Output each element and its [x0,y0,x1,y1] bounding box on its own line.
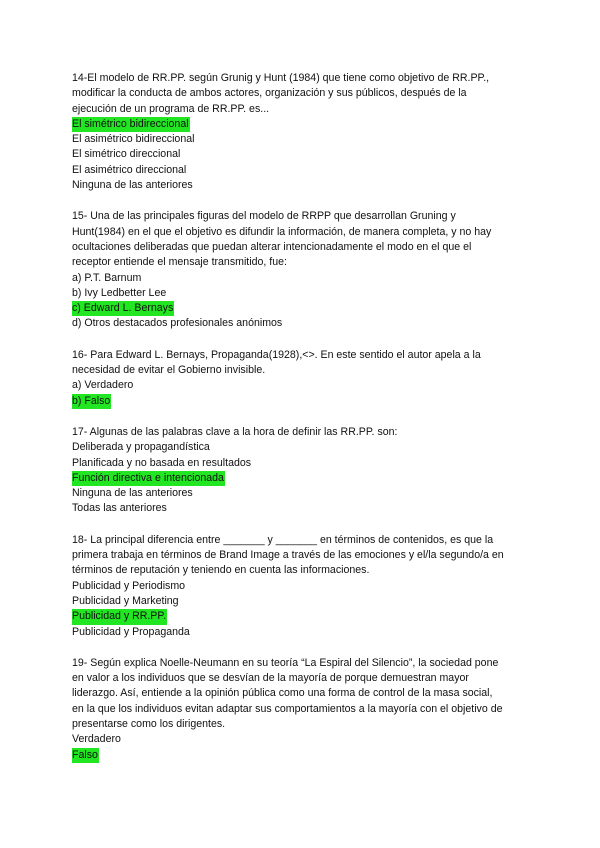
answer-option [72,286,532,301]
answer-option [72,501,532,516]
answer-option [72,440,532,455]
answer-option [72,378,532,393]
question-text-line: 19- Según explica Noelle-Neumann en su teoría “La Espiral del Silencio”, la sociedad pone [72,656,499,669]
answer-option-label: a) P.T. Barnum [72,271,142,284]
question-text-line: liderazgo. Así, entiende a la opinión pública como una forma de control de la masa social, [72,687,493,700]
answer-option-label: c) Edward L. Bernays [72,301,174,316]
answer-option [72,316,532,331]
answer-option-label: Verdadero [72,733,121,746]
question-stem [72,71,532,117]
answer-option [72,486,532,501]
question-stem [72,656,532,732]
answer-option-label: b) Falso [72,394,111,409]
answer-option-correct [72,394,532,409]
answer-option-label: El asimétrico direccional [72,163,187,176]
question-stem [72,348,532,379]
answer-option-label: Publicidad y Marketing [72,594,179,607]
answer-option [72,178,532,193]
quiz-content [72,71,532,779]
answer-option [72,271,532,286]
answer-option [72,147,532,162]
question-text-line: ejecución de un programa de RR.PP. es... [72,102,270,115]
question-stem [72,209,532,270]
question-text-line: en valor a los individuos que se desvían de la mayoría de porque demuestran mayor [72,672,469,685]
question-stem [72,425,532,440]
answer-option-label: Publicidad y Propaganda [72,625,190,638]
answer-option [72,456,532,471]
answer-option-label: b) Ivy Ledbetter Lee [72,286,167,299]
question-text-line: modificar la conducta de ambos actores, organización y sus públicos, después de la [72,87,467,100]
answer-option-label: d) Otros destacados profesionales anónimos [72,317,283,330]
answer-option-label: Ninguna de las anteriores [72,179,193,192]
question-block [72,425,532,517]
question-text-line: 18- La principal diferencia entre _______ y _______ en términos de contenidos, es que la [72,533,494,546]
question-text-line: en la que los individuos evitan adaptar sus comportamientos a la mayoría con el objetivo de [72,702,503,715]
answer-option-correct [72,471,532,486]
answer-option-label: Planificada y no basada en resultados [72,456,252,469]
answer-option-correct [72,301,532,316]
answer-option-label: Función directiva e intencionada [72,471,225,486]
question-stem [72,533,532,579]
question-text-line: receptor entiende el mensaje transmitido, fue: [72,256,287,269]
question-text-line: primera trabaja en términos de Brand Image a través de las emociones y el/la segundo/a en [72,549,504,562]
answer-option-label: El asimétrico bidireccional [72,133,195,146]
question-block [72,209,532,331]
answer-option-label: Falso [72,748,99,763]
question-text-line: presentarse como los dirigentes. [72,717,226,730]
answer-option [72,732,532,747]
answer-option [72,163,532,178]
question-text-line: 16- Para Edward L. Bernays, Propaganda(1928),<>. En este sentido el autor apela a la [72,348,481,361]
answer-option [72,132,532,147]
answer-option-label: El simétrico bidireccional [72,117,190,132]
answer-option [72,579,532,594]
answer-option [72,625,532,640]
question-block [72,71,532,193]
question-text-line: 14-El modelo de RR.PP. según Grunig y Hunt (1984) que tiene como objetivo de RR.PP., [72,72,490,84]
question-text-line: ocultaciones deliberadas que puedan alterar intencionadamente el modo en el que el [72,240,472,253]
question-text-line: necesidad de evitar el Gobierno invisible. [72,364,266,377]
answer-option-label: Deliberada y propagandística [72,441,210,454]
question-text-line: 17- Algunas de las palabras clave a la hora de definir las RR.PP. son: [72,425,398,438]
answer-option-label: Ninguna de las anteriores [72,487,193,500]
question-block [72,348,532,409]
answer-option-correct [72,609,532,624]
question-text-line: 15- Una de las principales figuras del modelo de RRPP que desarrollan Gruning y [72,210,456,223]
answer-option-correct [72,748,532,763]
question-text-line: términos de reputación y teniendo en cuenta las informaciones. [72,564,370,577]
question-block [72,656,532,763]
answer-option-label: El simétrico direccional [72,148,181,161]
answer-option-label: Todas las anteriores [72,502,167,515]
answer-option-label: Publicidad y Periodismo [72,579,186,592]
answer-option-label: Publicidad y RR.PP. [72,609,167,624]
question-text-line: Hunt(1984) en el que el objetivo es difundir la información, de manera completa, y no hay [72,225,492,238]
answer-option-label: a) Verdadero [72,379,134,392]
answer-option-correct [72,117,532,132]
answer-option [72,594,532,609]
question-block [72,533,532,640]
